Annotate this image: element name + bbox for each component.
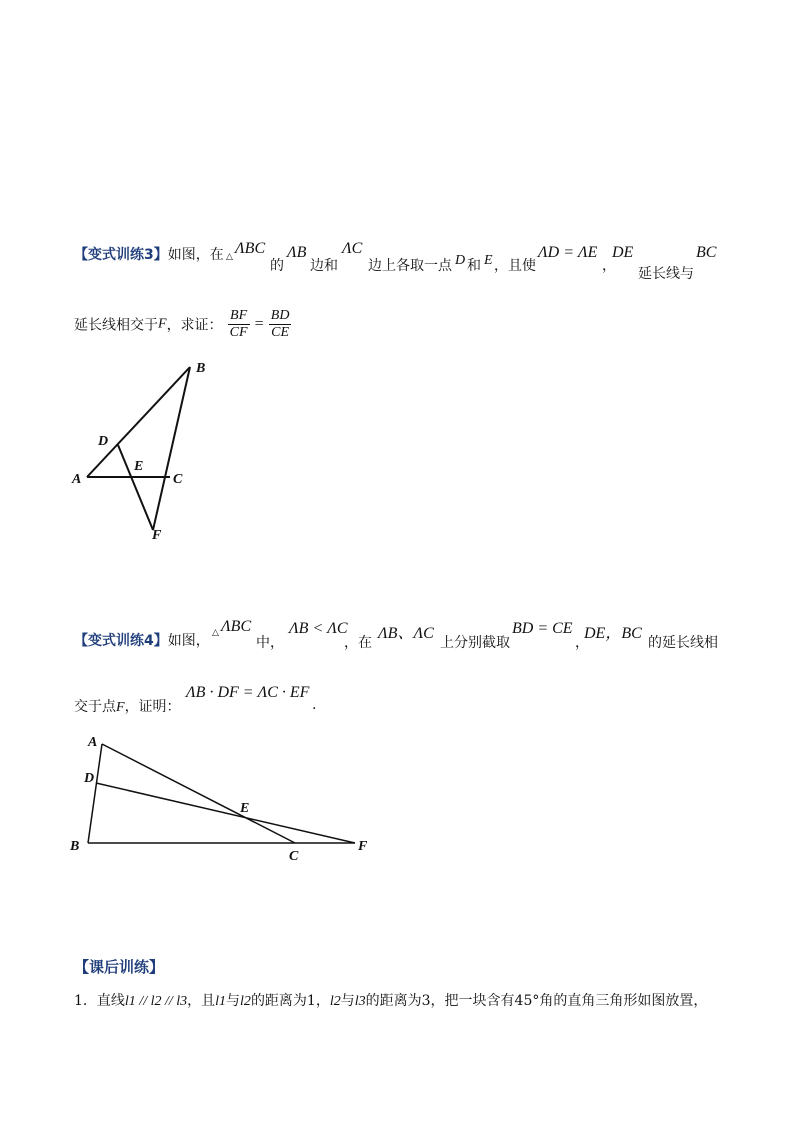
exercise3-text: 和 bbox=[467, 258, 481, 274]
exercise4-text: ，证明： bbox=[124, 699, 181, 715]
exercise4-text: ，在 bbox=[344, 635, 372, 651]
exercise4-text: 如图， bbox=[167, 633, 210, 649]
exercise3-text: 边和 bbox=[310, 258, 338, 274]
math-ad-ae: ΛD = ΛE bbox=[538, 244, 598, 261]
homework-question-1 bbox=[74, 990, 707, 1010]
segment-ac bbox=[102, 744, 295, 843]
exercise3-text: 边上各取一点 bbox=[368, 258, 452, 274]
math-de-bc: DE，BC bbox=[584, 625, 642, 642]
exercise4-line2 bbox=[74, 696, 181, 716]
fraction-denominator: CE bbox=[271, 325, 290, 340]
math-bd-ce: BD = CE bbox=[512, 620, 573, 637]
exercise3-text: ，求证： bbox=[166, 317, 223, 334]
exercise4-text: 的延长线相 bbox=[648, 635, 718, 651]
label-d: D bbox=[98, 434, 109, 449]
fraction-denominator: CF bbox=[229, 325, 248, 340]
exercise3-figure bbox=[60, 355, 220, 545]
math-f: F bbox=[116, 700, 125, 715]
question-text: 的距离为3，把一块含有45°角的直角三角形如图放置， bbox=[365, 993, 708, 1009]
question-text: 直线 bbox=[96, 993, 125, 1009]
exercise3-line2 bbox=[74, 308, 291, 348]
label-c: C bbox=[289, 849, 299, 864]
exercise3-text: ， bbox=[602, 258, 616, 274]
math-l1: l1 bbox=[215, 994, 227, 1009]
fraction-bf-cf bbox=[228, 308, 250, 341]
fraction-bd-ce bbox=[269, 308, 292, 341]
fraction-numerator: BD bbox=[270, 308, 290, 323]
math-ab-lt-ac: ΛB < ΛC bbox=[289, 620, 348, 637]
exercise4-text: ， bbox=[575, 635, 589, 651]
math-l2: l2 bbox=[329, 994, 341, 1009]
fraction-numerator: BF bbox=[228, 308, 250, 325]
label-a: A bbox=[88, 735, 98, 750]
math-e: E bbox=[484, 253, 493, 268]
label-a: A bbox=[72, 472, 82, 487]
exercise4-tag: 【变式训练4】 bbox=[74, 633, 168, 649]
question-text: 与 bbox=[340, 993, 355, 1009]
label-e: E bbox=[134, 459, 144, 474]
label-c: C bbox=[173, 472, 183, 487]
exercise3-text: 延长线与 bbox=[638, 266, 694, 282]
exercise3-tag: 【变式训练3】 bbox=[74, 247, 168, 263]
label-b: B bbox=[196, 361, 206, 376]
math-parallel-lines: l1 // l2 // l3 bbox=[124, 994, 188, 1009]
segment-bf bbox=[153, 367, 190, 530]
exercise3-text: ，且使 bbox=[494, 258, 536, 274]
exercise3-text: 的 bbox=[270, 258, 284, 274]
triangle-symbol: △ bbox=[226, 252, 233, 262]
exercise3-line1 bbox=[74, 244, 224, 274]
question-text: 与 bbox=[226, 993, 241, 1009]
triangle-symbol: △ bbox=[212, 628, 219, 638]
question-text: ，且 bbox=[187, 993, 216, 1009]
math-d: D bbox=[455, 253, 466, 268]
math-bc: BC bbox=[696, 244, 717, 261]
label-e: E bbox=[240, 801, 250, 816]
segment-df bbox=[96, 783, 355, 843]
segment-ab bbox=[88, 744, 102, 843]
math-proof: ΛB · DF = ΛC · EF bbox=[186, 684, 310, 701]
exercise3-text: 如图，在 bbox=[167, 247, 224, 263]
question-number: 1． bbox=[74, 993, 97, 1009]
math-abc: ΛBC bbox=[221, 618, 252, 635]
math-ab-ac: ΛB、ΛC bbox=[378, 625, 434, 642]
math-f: F bbox=[158, 316, 167, 332]
math-ab: ΛB bbox=[287, 244, 307, 261]
label-d: D bbox=[84, 771, 95, 786]
homework-title: 【课后训练】 bbox=[74, 958, 165, 976]
exercise4-text: . bbox=[312, 697, 317, 713]
math-l2: l2 bbox=[240, 994, 251, 1009]
math-abc: ΛBC bbox=[235, 240, 266, 257]
label-f: F bbox=[358, 839, 368, 854]
label-f: F bbox=[152, 528, 162, 543]
math-de: DE bbox=[612, 244, 634, 261]
math-ac: ΛC bbox=[342, 240, 363, 257]
math-l3: l3 bbox=[354, 994, 366, 1009]
exercise3-text: 延长线相交于 bbox=[74, 317, 158, 334]
exercise4-text: 中， bbox=[256, 635, 284, 651]
exercise4-line1 bbox=[74, 630, 210, 650]
label-b: B bbox=[70, 839, 80, 854]
segment-df bbox=[118, 445, 153, 530]
exercise4-text: 交于点 bbox=[74, 699, 116, 715]
equals-sign: = bbox=[254, 315, 264, 333]
exercise4-figure bbox=[60, 728, 380, 868]
exercise4-text: 上分别截取 bbox=[440, 635, 510, 651]
question-text: 的距离为1， bbox=[250, 993, 330, 1009]
